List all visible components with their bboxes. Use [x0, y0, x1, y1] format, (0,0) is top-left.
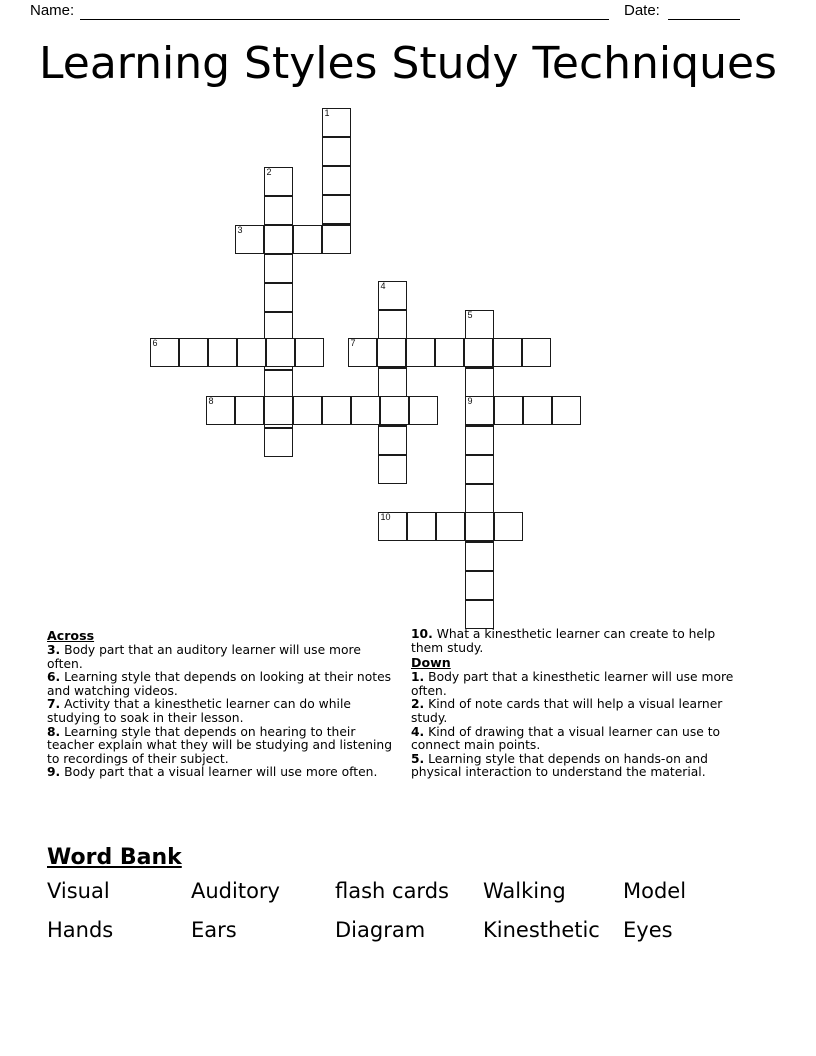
crossword-cell[interactable]: [235, 396, 264, 425]
word-bank-word: flash cards: [335, 879, 449, 903]
crossword-cell[interactable]: [322, 166, 351, 195]
clue-down-5: 5. Learning style that depends on hands-on and physical interaction to understand the material.: [411, 751, 708, 780]
crossword-clue-number: 3: [237, 225, 243, 235]
crossword-cell[interactable]: [293, 396, 322, 425]
word-bank-title: Word Bank: [47, 845, 182, 870]
crossword-cell[interactable]: [351, 396, 380, 425]
clue-number: 2.: [411, 697, 425, 712]
clue-number: 6.: [47, 670, 61, 685]
clues-section: [0, 628, 816, 838]
crossword-cell[interactable]: [552, 396, 581, 425]
crossword-cell[interactable]: [295, 338, 324, 367]
crossword-cell[interactable]: [264, 312, 293, 341]
clue-across-9: 9. Body part that a visual learner will use more often.: [47, 765, 378, 780]
crossword-cell[interactable]: [465, 368, 494, 397]
clue-number: 7.: [47, 697, 61, 712]
crossword-cell[interactable]: [179, 338, 208, 367]
date-label: Date:: [624, 2, 660, 19]
crossword-cell[interactable]: [237, 338, 266, 367]
crossword-cell[interactable]: [464, 338, 493, 367]
crossword-clue-number: 8: [208, 396, 214, 406]
word-bank-list: [47, 879, 767, 943]
clue-down-2: 2. Kind of note cards that will help a visual learner study.: [411, 697, 723, 725]
crossword-cell[interactable]: [322, 225, 351, 254]
crossword-cell[interactable]: [378, 455, 407, 484]
crossword-cell[interactable]: [264, 196, 293, 225]
crossword-cell[interactable]: [322, 195, 351, 224]
crossword-clue-number: 10: [380, 512, 391, 522]
crossword-cell[interactable]: [208, 338, 237, 367]
crossword-cell[interactable]: [493, 338, 522, 367]
crossword-clue-number: 4: [380, 281, 386, 291]
crossword-clue-number: 9: [467, 396, 473, 406]
word-bank-word: Visual: [47, 879, 110, 903]
clue-across-3: 3. Body part that an auditory learner will use more often.: [47, 643, 361, 671]
crossword-cell[interactable]: [522, 338, 551, 367]
word-bank: [47, 845, 767, 943]
crossword-cell[interactable]: [264, 396, 293, 425]
clue-number: 8.: [47, 724, 61, 739]
crossword-cell[interactable]: [465, 571, 494, 600]
clue-number: 9.: [47, 765, 61, 780]
clue-number: 5.: [411, 751, 425, 766]
crossword-cell[interactable]: [465, 310, 494, 339]
clue-number: 4.: [411, 724, 425, 739]
crossword-cell[interactable]: [264, 283, 293, 312]
crossword-cell[interactable]: [264, 225, 293, 254]
word-bank-word: Ears: [191, 918, 237, 942]
crossword-cell[interactable]: [264, 428, 293, 457]
crossword-cell[interactable]: [235, 225, 264, 254]
crossword-cell[interactable]: [465, 542, 494, 571]
crossword-cell[interactable]: [436, 512, 465, 541]
crossword-cell[interactable]: [465, 600, 494, 629]
word-bank-word: Model: [623, 879, 687, 903]
crossword-cell[interactable]: [378, 368, 407, 397]
down-heading: Down: [411, 655, 451, 671]
crossword-cell[interactable]: [377, 338, 406, 367]
crossword-cell[interactable]: [348, 338, 377, 367]
crossword-clue-number: 5: [467, 310, 473, 320]
clue-down-4: 4. Kind of drawing that a visual learner can use to connect main points.: [411, 724, 721, 753]
clue-number: 10.: [411, 627, 433, 641]
crossword-cell[interactable]: [264, 370, 293, 399]
crossword-cell[interactable]: [293, 225, 322, 254]
crossword-cell[interactable]: [465, 455, 494, 484]
crossword-cell[interactable]: [264, 167, 293, 196]
crossword-cell[interactable]: [435, 338, 464, 367]
crossword-cell[interactable]: [380, 396, 409, 425]
crossword-clue-number: 6: [152, 338, 158, 348]
crossword-clue-number: 1: [324, 108, 330, 118]
clue-across-8: 8. Learning style that depends on hearing to their teacher explain what they will be studying and listening to recordings of their subject.: [47, 724, 392, 766]
crossword-cell[interactable]: [465, 426, 494, 455]
crossword-cell[interactable]: [406, 338, 435, 367]
clue-number: 1.: [411, 670, 425, 685]
page-title: Learning Styles Study Techniques: [39, 38, 777, 89]
clue-across-7: 7. Activity that a kinesthetic learner can do while studying to soak in their lesson.: [47, 697, 351, 725]
clue-across-6: 6. Learning style that depends on looking at their notes and watching videos.: [47, 670, 392, 698]
crossword-cell[interactable]: [465, 512, 494, 541]
crossword-cell[interactable]: [378, 512, 407, 541]
crossword-cell[interactable]: [378, 310, 407, 339]
crossword-cell[interactable]: [322, 396, 351, 425]
crossword-cell[interactable]: [378, 281, 407, 310]
word-bank-word: Eyes: [623, 918, 673, 942]
across-heading: Across: [47, 628, 95, 643]
word-bank-word: Diagram: [335, 918, 426, 942]
crossword-cell[interactable]: [266, 338, 295, 367]
word-bank-word: Auditory: [191, 879, 280, 903]
crossword-clue-number: 2: [266, 167, 272, 177]
crossword-clue-number: 7: [350, 338, 356, 348]
crossword-cell[interactable]: [378, 426, 407, 455]
name-label: Name:: [30, 2, 75, 19]
clues-column-right: [411, 628, 749, 780]
crossword-cell[interactable]: [465, 484, 494, 513]
clue-down-1: 1. Body part that a kinesthetic learner will use more often.: [411, 670, 734, 698]
word-bank-word: Walking: [483, 879, 566, 903]
clue-number: 3.: [47, 643, 61, 657]
crossword-cell[interactable]: [150, 338, 179, 367]
clue-across-10: 10. What a kinesthetic learner can create to help them study.: [411, 627, 716, 655]
crossword-cell[interactable]: [494, 512, 523, 541]
crossword-cell[interactable]: [407, 512, 436, 541]
crossword-cell[interactable]: [465, 396, 494, 425]
crossword-cell[interactable]: [494, 396, 523, 425]
clues-column-left: [47, 628, 392, 780]
crossword-cell[interactable]: [322, 137, 351, 166]
crossword-cell[interactable]: [322, 108, 351, 137]
crossword-cell[interactable]: [523, 396, 552, 425]
word-bank-word: Hands: [47, 918, 114, 942]
word-bank-word: Kinesthetic: [483, 918, 600, 942]
crossword-cell[interactable]: [206, 396, 235, 425]
crossword-cell[interactable]: [264, 254, 293, 283]
crossword-cell[interactable]: [409, 396, 438, 425]
